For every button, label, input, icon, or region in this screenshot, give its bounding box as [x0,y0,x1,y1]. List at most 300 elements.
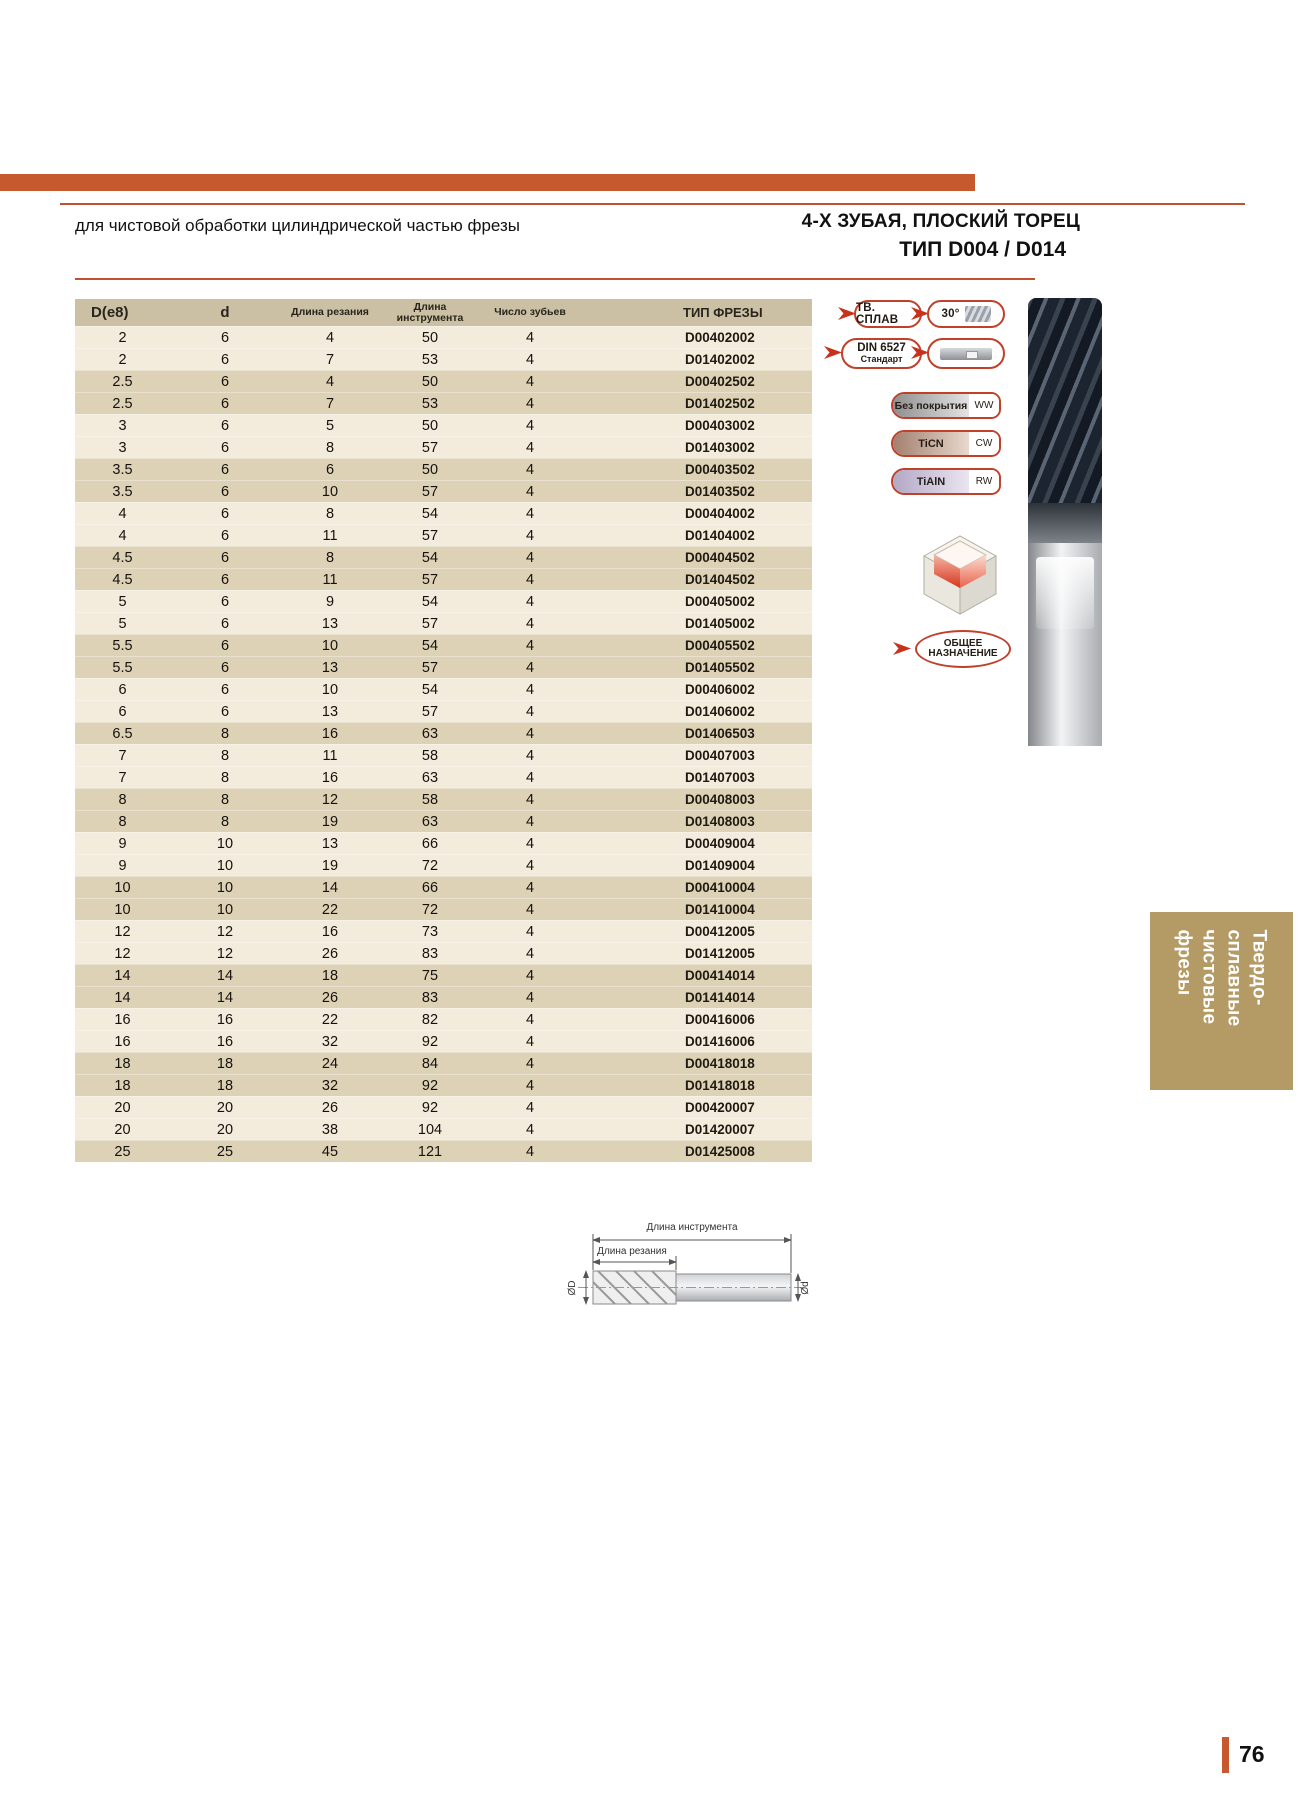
table-cell: 63 [421,769,439,786]
table-cell: 72 [421,901,439,918]
table-cell: D01404502 [685,572,755,587]
table-cell: D00402502 [685,374,755,389]
table-cell: 4 [525,1055,535,1072]
table-cell: D01402502 [685,396,755,411]
table-cell: 16 [321,725,339,742]
table-cell: 8 [220,747,230,764]
table-cell: 22 [321,1011,339,1028]
column-header: Длина инструмента [396,301,464,324]
dim-total-label: Длина инструмента [646,1222,738,1233]
table-row [75,678,812,700]
table-row [75,414,812,436]
table-cell: 6 [220,527,230,544]
table-row [75,854,812,876]
table-row [75,612,812,634]
table-cell: 4 [525,659,535,676]
table-cell: D01408003 [685,814,755,829]
table-row [75,898,812,920]
table-row [75,700,812,722]
table-cell: 12 [114,923,131,940]
table-cell: 6 [220,615,230,632]
table-row [75,1030,812,1052]
table-cell: 4 [525,725,535,742]
table-cell: 26 [321,1099,339,1116]
table-cell: 18 [114,1055,131,1072]
table-cell: 8 [220,725,230,742]
table-row [75,436,812,458]
table-cell: 4 [525,571,535,588]
column-header: Число зубьев [494,306,566,319]
table-cell: D01407003 [685,770,755,785]
table-cell: 57 [421,659,439,676]
table-cell: 3 [118,439,127,456]
table-cell: D01412005 [685,946,755,961]
table-cell: 82 [421,1011,439,1028]
section-tab-text [1172,930,1272,1073]
table-cell: 66 [421,879,439,896]
table-cell: 57 [421,571,439,588]
table-cell: D00414014 [685,968,755,983]
table-cell: 4 [525,395,535,412]
table-cell: 18 [321,967,339,984]
table-cell: 18 [216,1077,234,1094]
table-cell: 63 [421,725,439,742]
table-cell: 7 [118,747,127,764]
table-cell: 4 [525,791,535,808]
table-cell: D00418018 [685,1056,755,1071]
table-cell: 57 [421,439,439,456]
table-row [75,810,812,832]
table-cell: D01403502 [685,484,755,499]
title-block [700,211,1080,262]
table-row [75,524,812,546]
table-cell: 24 [321,1055,339,1072]
table-cell: 11 [322,527,338,544]
table-cell: D01410004 [685,902,755,917]
table-cell: 54 [421,593,439,610]
section-tab-line: фрезы [1173,929,1195,996]
coating-name: TiAlN [893,470,969,493]
table-cell: 6 [325,461,335,478]
coating-tialn [891,468,1001,495]
table-cell: 6 [118,681,127,698]
table-row [75,326,812,348]
table-cell: 4 [525,681,535,698]
table-cell: D00403002 [685,418,755,433]
table-cell: 75 [421,967,439,984]
mill-neck [1028,503,1102,543]
table-cell: 4 [525,615,535,632]
table-cell: 8 [220,791,230,808]
table-top-rule [75,278,1035,280]
page-number-bar [1222,1737,1229,1773]
coating-name: TiCN [893,432,969,455]
table-cell: D01425008 [685,1144,755,1159]
mill-shank [1028,543,1102,746]
page-title: 4-Х ЗУБАЯ, ПЛОСКИЙ ТОРЕЦ [801,211,1080,232]
table-cell: 6 [118,703,127,720]
table-row [75,370,812,392]
table-cell: 3 [118,417,127,434]
carbide-badge-label: ТВ. СПЛАВ [856,302,899,326]
table-cell: 57 [421,615,439,632]
table-cell: 4 [118,505,127,522]
table-cell: 6 [220,659,230,676]
table-cell: 4 [525,901,535,918]
table-cell: 13 [321,615,339,632]
table-cell: 5 [118,593,127,610]
table-cell: 6 [220,439,230,456]
mill-flutes [1028,298,1102,503]
table-cell: 10 [114,901,131,918]
table-cell: 7 [325,351,335,368]
section-tab [1150,912,1293,1090]
table-cell: 6 [220,549,230,566]
shank-highlight [1036,557,1094,629]
table-cell: 12 [216,945,234,962]
table-cell: 7 [325,395,335,412]
din-standard-label: Стандарт [860,353,903,364]
table-cell: 53 [421,395,439,412]
table-cell: 73 [421,923,439,940]
table-cell: 20 [216,1099,234,1116]
table-row [75,546,812,568]
table-cell: 9 [118,857,127,874]
table-cell: 20 [216,1121,234,1138]
shank-type-badge [927,338,1005,369]
table-cell: D01406002 [685,704,755,719]
table-cell: 18 [114,1077,131,1094]
table-cell: 38 [321,1121,339,1138]
table-cell: 4 [525,329,535,346]
table-cell: 54 [421,637,439,654]
column-header: Длина резания [291,306,369,319]
mill-tip-icon [965,306,991,322]
table-cell: 54 [421,505,439,522]
table-cell: 4 [525,945,535,962]
table-cell: 11 [322,747,338,764]
pointer-arrow-icon [824,345,842,360]
table-cell: 10 [321,483,339,500]
table-cell: 84 [421,1055,439,1072]
table-cell: D01414014 [685,990,755,1005]
table-cell: D00407003 [685,748,755,763]
table-cell: 10 [216,879,234,896]
table-row [75,788,812,810]
table-cell: 4 [525,351,535,368]
table-cell: 9 [118,835,127,852]
table-cell: 4.5 [112,549,133,566]
table-cell: 8 [325,549,335,566]
table-cell: 6 [220,461,230,478]
table-cell: 4 [525,1011,535,1028]
table-cell: 4 [525,813,535,830]
table-cell: D00404502 [685,550,755,565]
table-cell: 10 [321,681,339,698]
table-cell: 4 [525,417,535,434]
table-cell: 66 [421,835,439,852]
table-cell: 4 [525,989,535,1006]
table-cell: 4 [525,1121,535,1138]
table-cell: 50 [421,417,439,434]
table-cell: 4 [525,483,535,500]
table-cell: 4 [525,1033,535,1050]
table-cell: 6 [220,637,230,654]
table-cell: 4 [525,527,535,544]
table-cell: 6 [220,593,230,610]
table-cell: 6 [220,483,230,500]
table-cell: 16 [321,923,339,940]
table-cell: 3.5 [112,461,133,478]
header-rule [60,203,1245,205]
table-cell: 22 [321,901,339,918]
table-cell: 4 [525,769,535,786]
table-cell: 9 [325,593,335,610]
section-tab-line: сплавные [1223,929,1245,1027]
table-cell: 14 [216,967,234,984]
table-row [75,766,812,788]
table-row [75,986,812,1008]
table-cell: 20 [114,1099,131,1116]
table-cell: 25 [216,1143,234,1160]
table-cell: 26 [321,989,339,1006]
table-cell: 6 [220,505,230,522]
table-cell: 16 [216,1011,234,1028]
table-cell: 6 [220,329,230,346]
table-cell: 4 [525,461,535,478]
table-cell: 4 [525,505,535,522]
table-cell: 92 [421,1033,439,1050]
table-cell: 4 [525,637,535,654]
table-cell: 53 [421,351,439,368]
table-cell: 5.5 [112,637,133,654]
table-cell: 2 [118,329,127,346]
table-row [75,1096,812,1118]
column-header: d [220,304,230,321]
page-number: 76 [1239,1741,1265,1767]
table-cell: D01404002 [685,528,755,543]
table-cell: 57 [421,703,439,720]
table-row [75,1140,812,1162]
table-row [75,480,812,502]
table-cell: 14 [321,879,339,896]
table-cell: 6 [220,681,230,698]
coating-name: Без покрытия [893,394,969,417]
table-row [75,656,812,678]
table-cell: 25 [114,1143,131,1160]
table-cell: D00406002 [685,682,755,697]
table-cell: 10 [321,637,339,654]
table-cell: 19 [321,857,339,874]
milled-pocket-illustration [918,526,1002,618]
table-cell: D00404002 [685,506,755,521]
table-row [75,502,812,524]
column-header: D(e8) [91,304,129,321]
table-row [75,1052,812,1074]
table-cell: 54 [421,681,439,698]
table-cell: 4 [325,373,335,390]
table-cell: D01418018 [685,1078,755,1093]
table-cell: 4 [525,857,535,874]
table-cell: 14 [216,989,234,1006]
table-row [75,392,812,414]
table-row [75,920,812,942]
table-cell: 5 [118,615,127,632]
helix-angle-value: 30° [941,308,960,320]
coating-code: RW [969,470,999,493]
table-cell: 2.5 [112,395,133,412]
table-cell: 14 [114,989,131,1006]
coating-code: CW [969,432,999,455]
table-cell: D01402002 [685,352,755,367]
table-cell: 4 [525,747,535,764]
table-cell: D01406503 [685,726,755,741]
table-cell: 18 [216,1055,234,1072]
table-cell: 54 [421,549,439,566]
table-cell: 19 [321,813,339,830]
table-row [75,942,812,964]
table-cell: 26 [321,945,339,962]
table-cell: 4 [525,593,535,610]
table-row [75,590,812,612]
table-cell: 11 [322,571,338,588]
table-cell: 16 [114,1033,131,1050]
table-cell: 13 [321,659,339,676]
table-row [75,876,812,898]
table-cell: 3.5 [112,483,133,500]
table-cell: 4 [525,1077,535,1094]
table-cell: 50 [421,373,439,390]
table-cell: D01409004 [685,858,755,873]
table-cell: 57 [421,483,439,500]
table-cell: 83 [421,989,439,1006]
table-cell: 4 [118,527,127,544]
table-cell: D00402002 [685,330,755,345]
shank-icon [940,348,992,360]
table-cell: 4 [525,879,535,896]
table-cell: 10 [216,901,234,918]
coating-ticn [891,430,1001,457]
column-header: ТИП ФРЕЗЫ [683,305,763,320]
helix-angle-badge [927,300,1005,328]
table-cell: 13 [321,835,339,852]
table-cell: 8 [325,505,335,522]
table-row [75,634,812,656]
table-cell: 58 [421,747,439,764]
table-cell: 72 [421,857,439,874]
pointer-arrow-icon [893,641,911,656]
table-cell: 104 [417,1121,443,1138]
purpose-line1: ОБЩЕЕ [943,637,983,649]
purpose-line2: НАЗНАЧЕНИЕ [928,648,998,659]
table-cell: 14 [114,967,131,984]
table-cell: 6 [220,571,230,588]
table-cell: 50 [421,329,439,346]
table-cell: 45 [321,1143,339,1160]
table-cell: 16 [114,1011,131,1028]
table-row [75,1118,812,1140]
table-cell: 4 [525,439,535,456]
table-cell: 4.5 [112,571,133,588]
table-row [75,964,812,986]
table-cell: D00410004 [685,880,755,895]
section-tab-line: Твердо- [1248,929,1270,1006]
table-cell: D01405502 [685,660,755,675]
table-cell: 4 [525,967,535,984]
table-cell: D00403502 [685,462,755,477]
table-cell: 58 [421,791,439,808]
table-cell: D00408003 [685,792,755,807]
table-row [75,1008,812,1030]
table-cell: 50 [421,461,439,478]
table-cell: 83 [421,945,439,962]
table-cell: 8 [220,769,230,786]
table-cell: D01420007 [685,1122,755,1137]
size-table [75,299,812,1162]
table-header-row [75,299,812,326]
table-cell: 2.5 [112,373,133,390]
table-cell: 6 [220,395,230,412]
table-cell: D00405502 [685,638,755,653]
table-cell: 5 [325,417,335,434]
table-cell: 12 [114,945,131,962]
table-row [75,568,812,590]
table-cell: 8 [325,439,335,456]
table-cell: D01416006 [685,1034,755,1049]
dim-cut-label: Длина резания [597,1246,667,1257]
table-cell: 32 [321,1077,339,1094]
din-number: DIN 6527 [857,342,906,355]
table-cell: D00416006 [685,1012,755,1027]
table-cell: 8 [220,813,230,830]
table-cell: 32 [321,1033,339,1050]
table-body [75,326,812,1162]
table-cell: 57 [421,527,439,544]
coating-code: WW [969,394,999,417]
table-cell: 4 [525,373,535,390]
table-cell: 4 [325,329,335,346]
table-cell: D00412005 [685,924,755,939]
table-cell: 6 [220,373,230,390]
table-cell: 13 [321,703,339,720]
table-cell: 6 [220,351,230,368]
table-cell: D00405002 [685,594,755,609]
table-cell: 4 [525,1143,535,1160]
section-tab-line: чистовые [1198,929,1220,1025]
table-cell: 12 [321,791,339,808]
table-cell: 4 [525,923,535,940]
table-cell: 63 [421,813,439,830]
table-cell: 4 [525,835,535,852]
table-cell: 5.5 [112,659,133,676]
table-cell: D00420007 [685,1100,755,1115]
table-cell: 4 [525,703,535,720]
table-cell: 4 [525,549,535,566]
table-cell: 121 [417,1143,443,1160]
diameter-d-label: ØD [567,1280,578,1296]
table-cell: 6 [220,417,230,434]
table-cell: 2 [118,351,127,368]
table-cell: 92 [421,1099,439,1116]
table-row [75,744,812,766]
general-purpose-badge [915,630,1011,668]
top-accent-bar [0,174,975,191]
table-cell: 16 [216,1033,234,1050]
table-cell: 20 [114,1121,131,1138]
table-cell: 6.5 [112,725,133,742]
table-row [75,458,812,480]
din-standard-badge [841,338,922,369]
